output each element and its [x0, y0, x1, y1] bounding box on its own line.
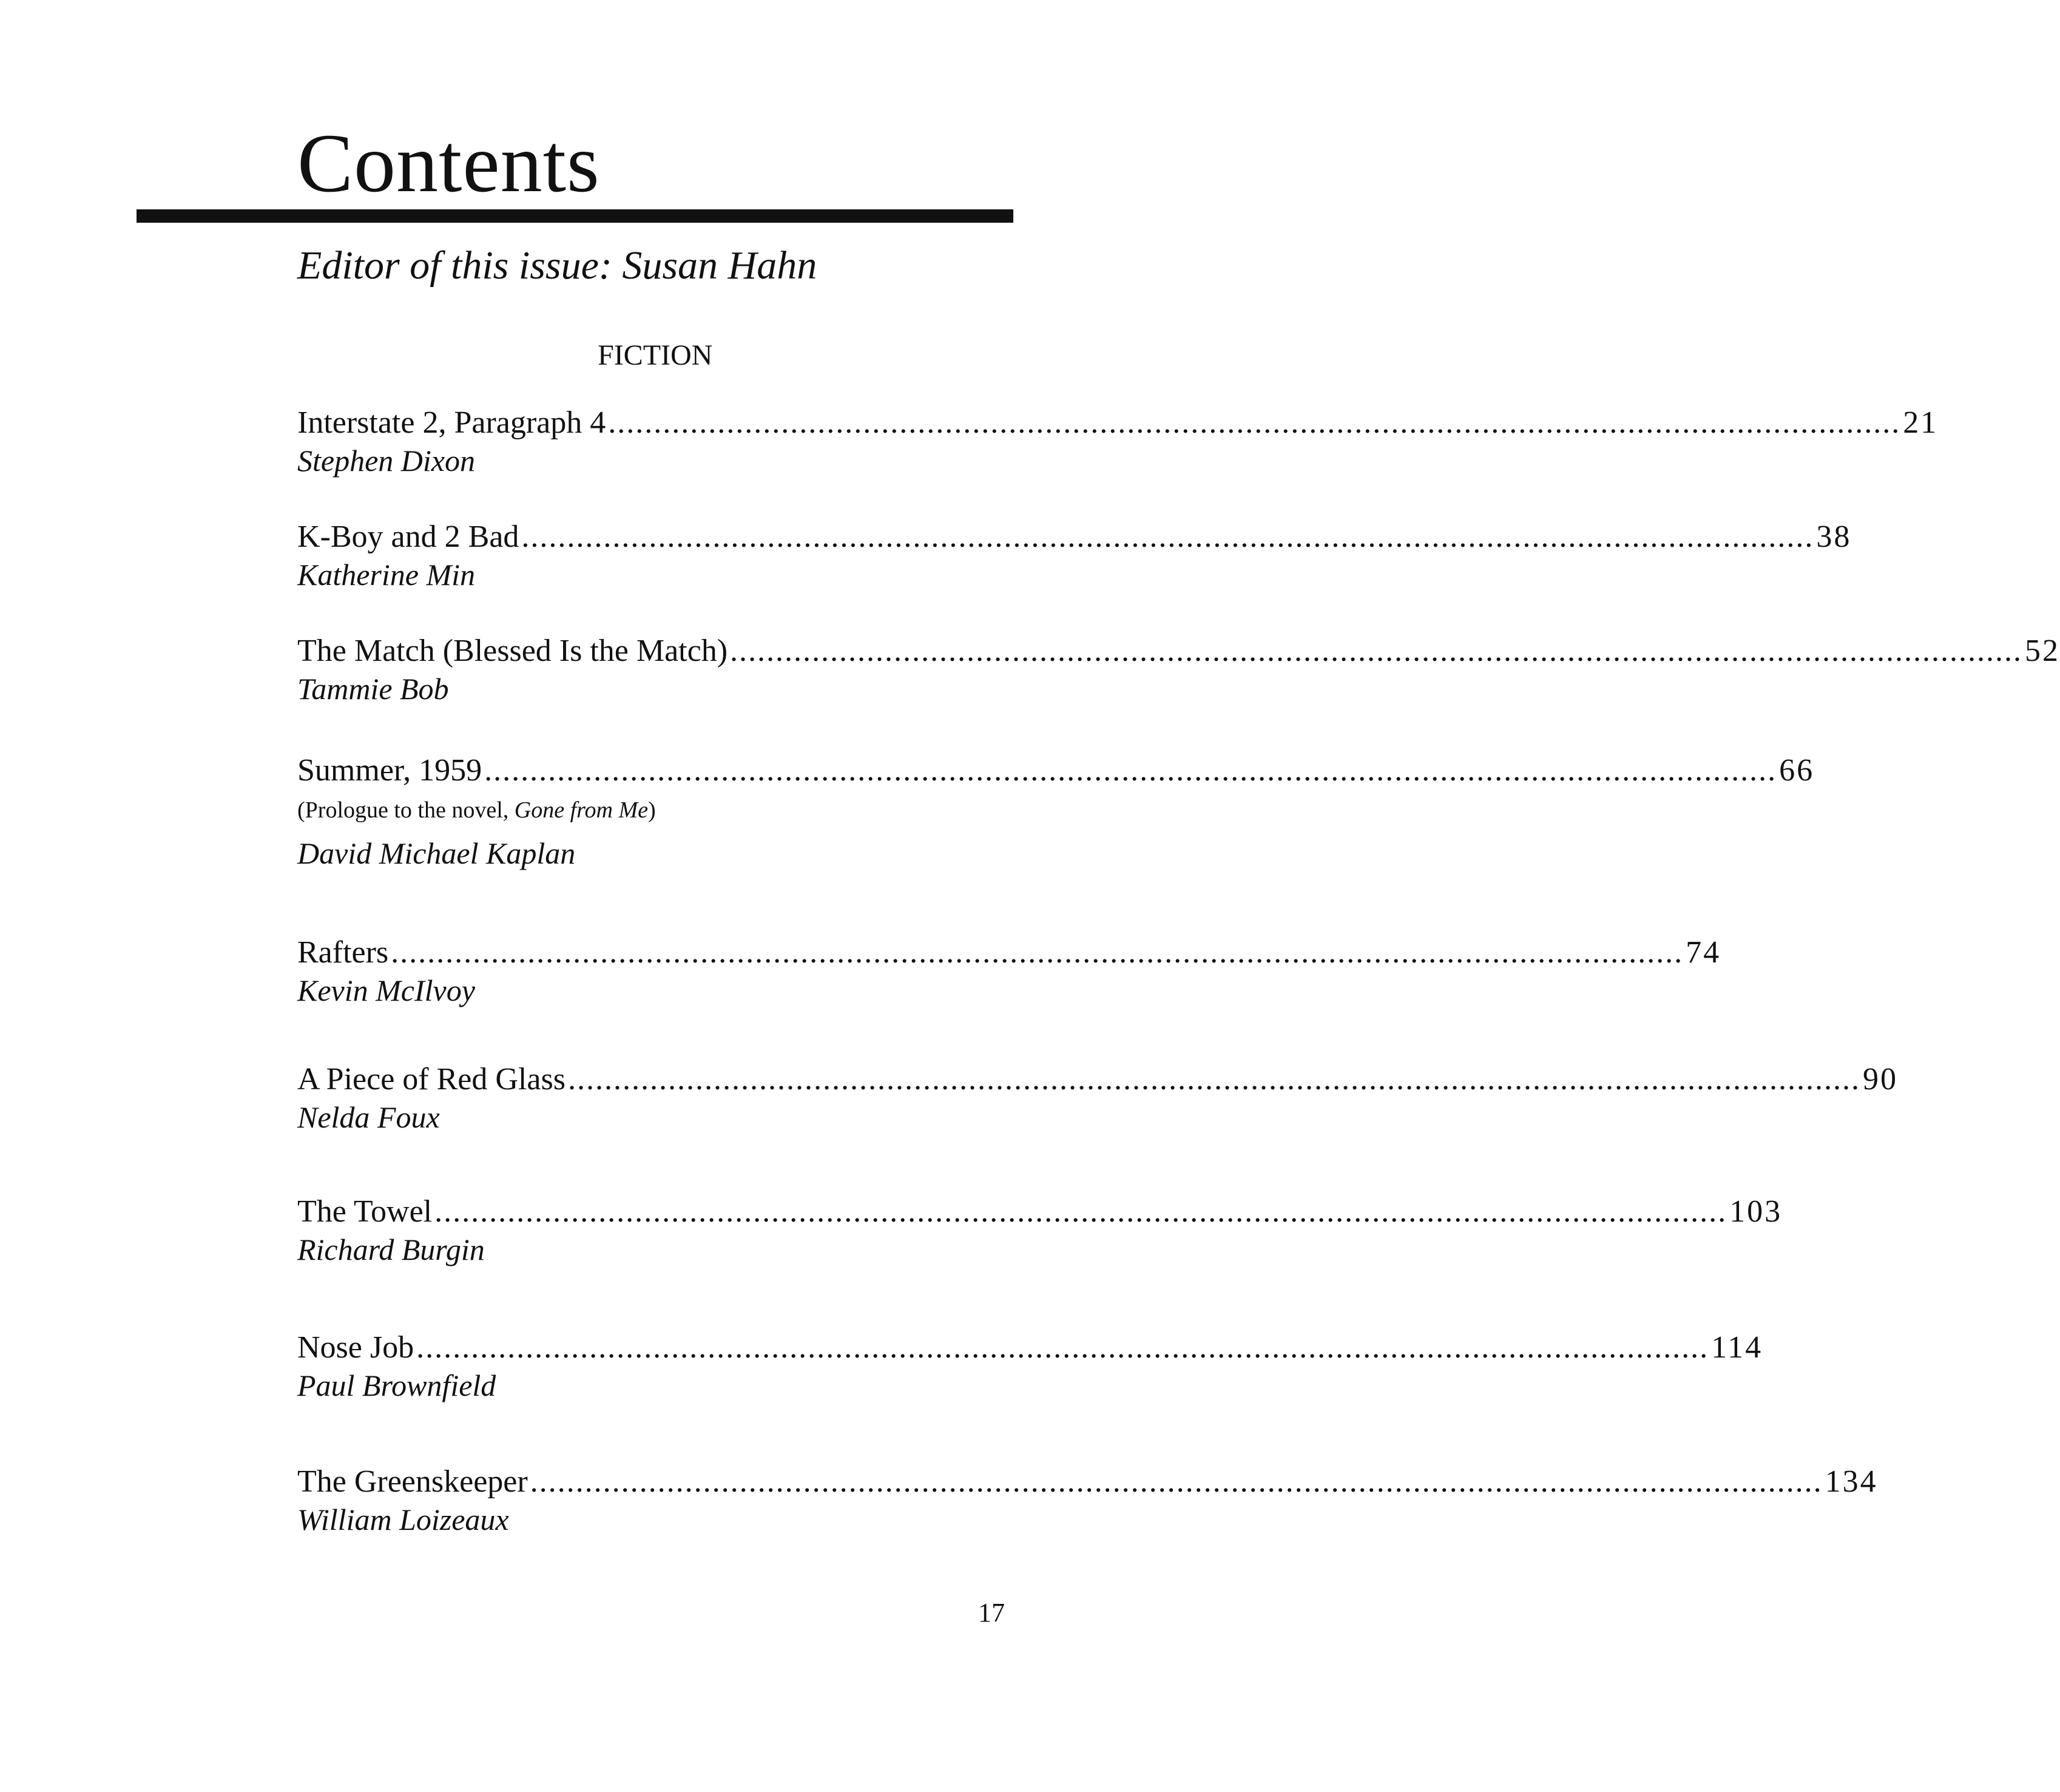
- entry-title: Summer, 1959: [297, 753, 482, 788]
- dot-leader: ..............................................................................................................................................: [484, 753, 1777, 788]
- entry-author: Paul Brownfield: [297, 1368, 496, 1402]
- entry-title-row: [297, 1060, 1898, 1099]
- entry-title-row: [297, 632, 2060, 671]
- entry-title: The Match (Blessed Is the Match): [297, 634, 728, 668]
- entry-title-row: [297, 1328, 1763, 1367]
- dot-leader: ..............................................................................................................................................: [730, 634, 2023, 668]
- entry-page-number: 74: [1686, 935, 1721, 970]
- dot-leader: ..............................................................................................................................................: [434, 1194, 1727, 1229]
- title-rule: [137, 209, 1013, 223]
- entry-page-number: 52: [2025, 634, 2060, 668]
- dot-leader: ..............................................................................................................................................: [521, 519, 1814, 554]
- entry-page-number: 114: [1711, 1330, 1763, 1365]
- entry-author: David Michael Kaplan: [297, 836, 576, 870]
- entry-note-prefix: (Prologue to the novel,: [297, 797, 515, 823]
- entry-title-row: [297, 1462, 1878, 1501]
- page-number: 17: [978, 1598, 1005, 1628]
- dot-leader: ..............................................................................................................................................: [391, 935, 1684, 970]
- entry-page-number: 66: [1779, 753, 1815, 788]
- toc-entry: [297, 632, 2060, 707]
- page-title: Contents: [297, 117, 600, 209]
- entry-title: Interstate 2, Paragraph 4: [297, 405, 606, 440]
- dot-leader: ..............................................................................................................................................: [567, 1062, 1860, 1097]
- dot-leader: ..............................................................................................................................................: [608, 405, 1901, 440]
- entry-note-suffix: ): [648, 797, 656, 823]
- entry-author: Katherine Min: [297, 558, 476, 592]
- entry-note-novel-title: Gone from Me: [514, 797, 648, 823]
- toc-entry: [297, 404, 1939, 479]
- toc-entry: [297, 1328, 1763, 1404]
- dot-leader: ..............................................................................................................................................: [416, 1330, 1709, 1365]
- entry-author: Kevin McIlvoy: [297, 973, 475, 1007]
- entry-page-number: 21: [1903, 405, 1939, 440]
- entry-title-row: [297, 751, 1815, 790]
- dot-leader: ..............................................................................................................................................: [530, 1464, 1823, 1499]
- entry-page-number: 103: [1729, 1194, 1783, 1229]
- toc-entry: [297, 933, 1721, 1009]
- toc-entry: [297, 1192, 1783, 1268]
- entry-title: K-Boy and 2 Bad: [297, 519, 519, 554]
- entry-title-row: [297, 1192, 1783, 1231]
- entry-author: William Loizeaux: [297, 1503, 509, 1537]
- section-heading-fiction: FICTION: [598, 339, 713, 371]
- entry-author: Tammie Bob: [297, 672, 449, 706]
- entry-title-row: [297, 518, 1852, 556]
- toc-entry: [297, 1060, 1898, 1135]
- entry-title: The Greenskeeper: [297, 1464, 528, 1499]
- editor-line: Editor of this issue: Susan Hahn: [297, 243, 817, 288]
- toc-entry: [297, 518, 1852, 593]
- toc-entry: [297, 751, 1815, 871]
- entry-page-number: 90: [1862, 1062, 1898, 1097]
- entry-author: Nelda Foux: [297, 1100, 440, 1134]
- entry-page-number: 134: [1825, 1464, 1878, 1499]
- entry-title: The Towel: [297, 1194, 433, 1229]
- entry-page-number: 38: [1816, 519, 1852, 554]
- entry-title-row: [297, 933, 1721, 972]
- entry-note: [297, 790, 1013, 830]
- entry-title: Nose Job: [297, 1330, 414, 1365]
- entry-title-row: [297, 404, 1939, 442]
- toc-entry: [297, 1462, 1878, 1538]
- entry-author: Richard Burgin: [297, 1232, 485, 1266]
- entry-title: Rafters: [297, 935, 389, 970]
- entry-title: A Piece of Red Glass: [297, 1062, 566, 1097]
- entry-author: Stephen Dixon: [297, 444, 475, 478]
